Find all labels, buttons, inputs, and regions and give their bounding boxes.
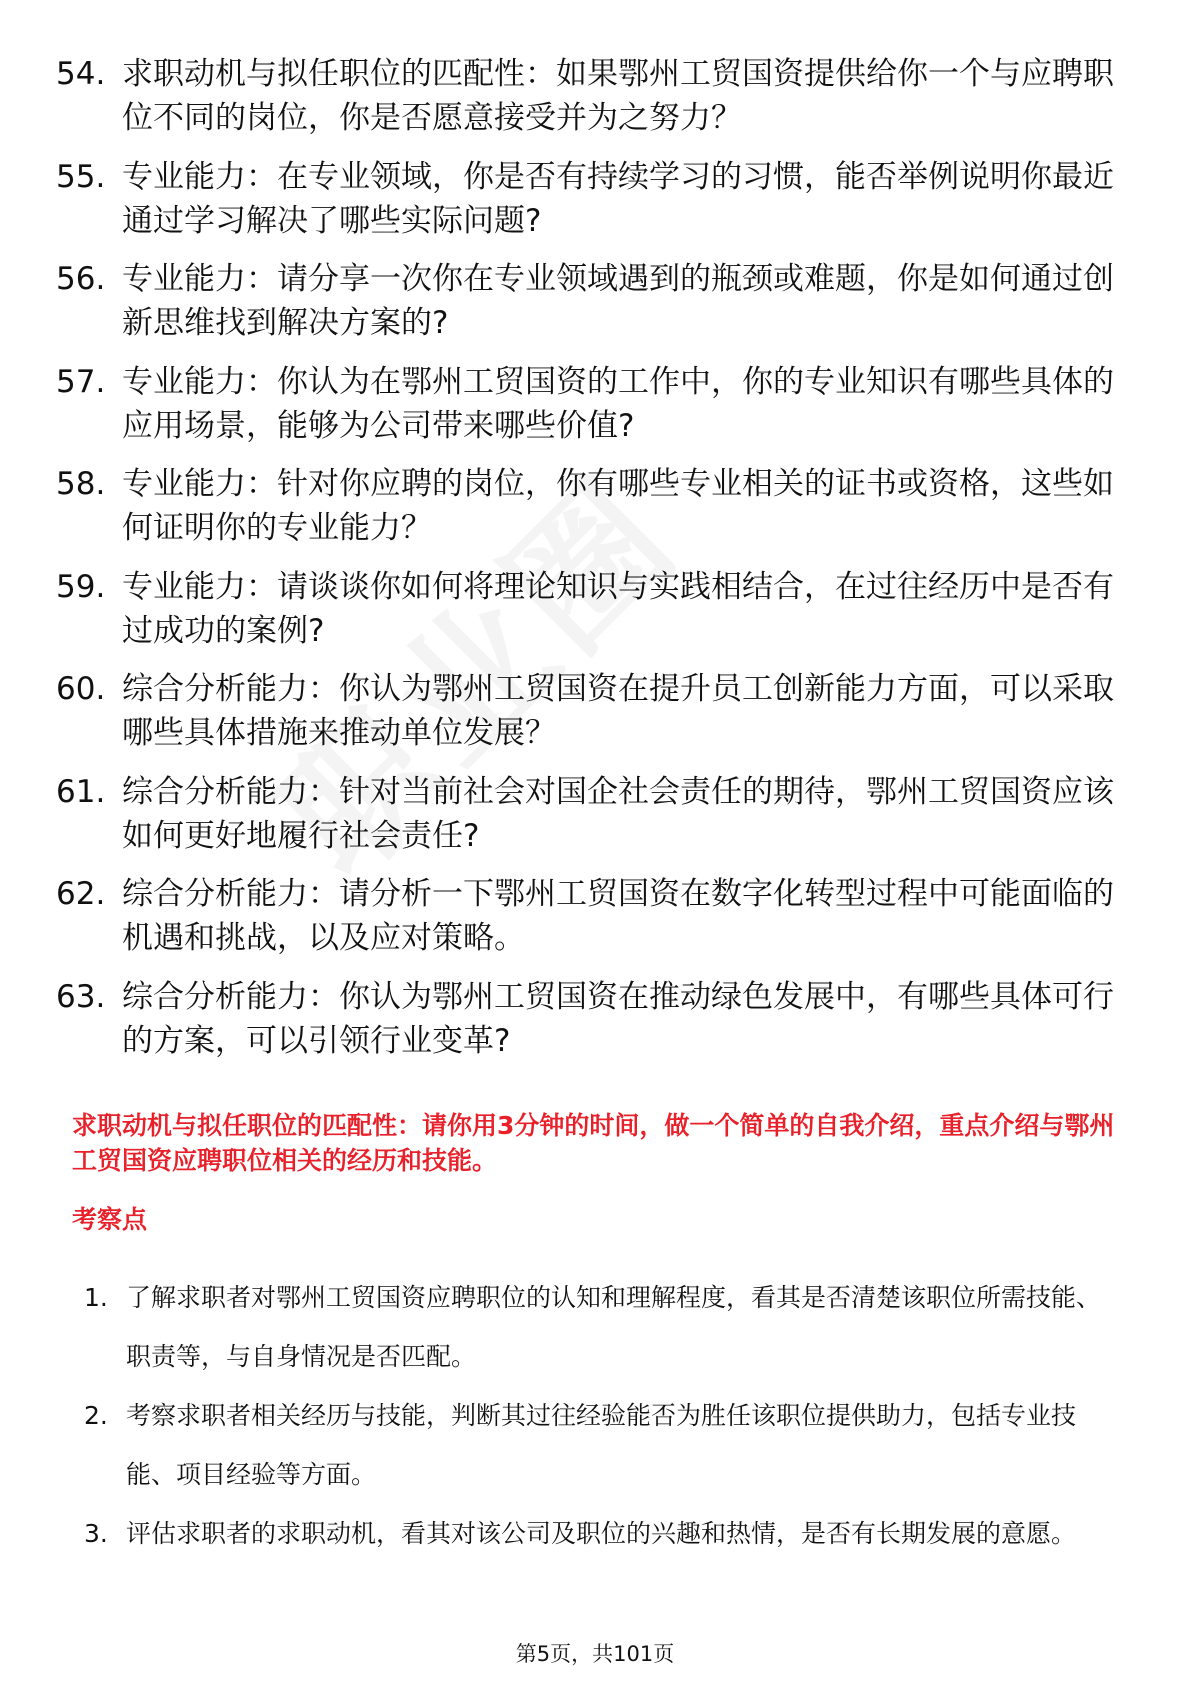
question-text: 综合分析能力：请分析一下鄂州工贸国资在数字化转型过程中可能面临的机遇和挑战，以及应对策略。: [122, 876, 1114, 956]
question-list: [56, 52, 1116, 1077]
assessment-point: [84, 1268, 1124, 1386]
question-text: 专业能力：在专业领域，你是否有持续学习的习惯，能否举例说明你最近通过学习解决了哪些实际问题?: [122, 158, 1114, 239]
question-item: [56, 52, 1116, 140]
point-number: 1.: [84, 1283, 108, 1312]
assessment-point: [84, 1386, 1124, 1504]
point-number: 3.: [84, 1519, 108, 1548]
point-text: 考察求职者相关经历与技能，判断其过往经验能否为胜任该职位提供助力，包括专业技能、项目经验等方面。: [126, 1401, 1077, 1489]
question-text: 综合分析能力：针对当前社会对国企社会责任的期待，鄂州工贸国资应该如何更好地履行社会责任?: [122, 773, 1114, 854]
highlighted-question: 求职动机与拟任职位的匹配性：请你用3分钟的时间，做一个简单的自我介绍，重点介绍与鄂州工贸国资应聘职位相关的经历和技能。: [72, 1111, 1115, 1175]
question-text: 专业能力：你认为在鄂州工贸国资的工作中，你的专业知识有哪些具体的应用场景，能够为公司带来哪些价值?: [122, 363, 1114, 444]
point-number: 2.: [84, 1401, 108, 1430]
question-item: [56, 360, 1116, 448]
question-number: 55.: [56, 158, 106, 195]
question-text: 求职动机与拟任职位的匹配性：如果鄂州工贸国资提供给你一个与应聘职位不同的岗位，你是否愿意接受并为之努力？: [122, 56, 1114, 136]
question-number: 61.: [56, 773, 106, 810]
question-number: 60.: [56, 671, 106, 707]
question-number: 63.: [56, 978, 106, 1015]
question-text: 专业能力：请分享一次你在专业领域遇到的瓶颈或难题，你是如何通过创新思维找到解决方案的?: [122, 261, 1114, 341]
question-text: 综合分析能力：你认为鄂州工贸国资在推动绿色发展中，有哪些具体可行的方案，可以引领行业变革?: [122, 978, 1114, 1059]
question-number: 54.: [56, 56, 106, 92]
question-text: 专业能力：请谈谈你如何将理论知识与实践相结合，在过往经历中是否有过成功的案例?: [122, 568, 1114, 649]
point-text: 评估求职者的求职动机，看其对该公司及职位的兴趣和热情，是否有长期发展的意愿。: [126, 1519, 1077, 1548]
question-item: [56, 155, 1116, 243]
question-number: 59.: [56, 568, 106, 605]
question-item: [56, 770, 1116, 858]
question-item: [56, 667, 1116, 755]
page-footer: 第5页，共101页: [515, 1642, 675, 1666]
assessment-point: [84, 1504, 1124, 1563]
question-item: [56, 565, 1116, 653]
assessment-points-list: [84, 1268, 1124, 1563]
question-text: 综合分析能力：你认为鄂州工贸国资在提升员工创新能力方面，可以采取哪些具体措施来推动单位发展？: [122, 671, 1114, 751]
question-text: 专业能力：针对你应聘的岗位，你有哪些专业相关的证书或资格，这些如何证明你的专业能力？: [122, 466, 1114, 546]
question-item: [56, 462, 1116, 550]
question-item: [56, 872, 1116, 960]
question-number: 57.: [56, 363, 106, 400]
question-number: 62.: [56, 876, 106, 912]
question-item: [56, 257, 1116, 345]
question-item: [56, 975, 1116, 1063]
point-text: 了解求职者对鄂州工贸国资应聘职位的认知和理解程度，看其是否清楚该职位所需技能、职责等，与自身情况是否匹配。: [126, 1283, 1102, 1371]
question-number: 56.: [56, 261, 106, 297]
section-heading: 考察点: [72, 1205, 148, 1234]
question-number: 58.: [56, 466, 106, 502]
